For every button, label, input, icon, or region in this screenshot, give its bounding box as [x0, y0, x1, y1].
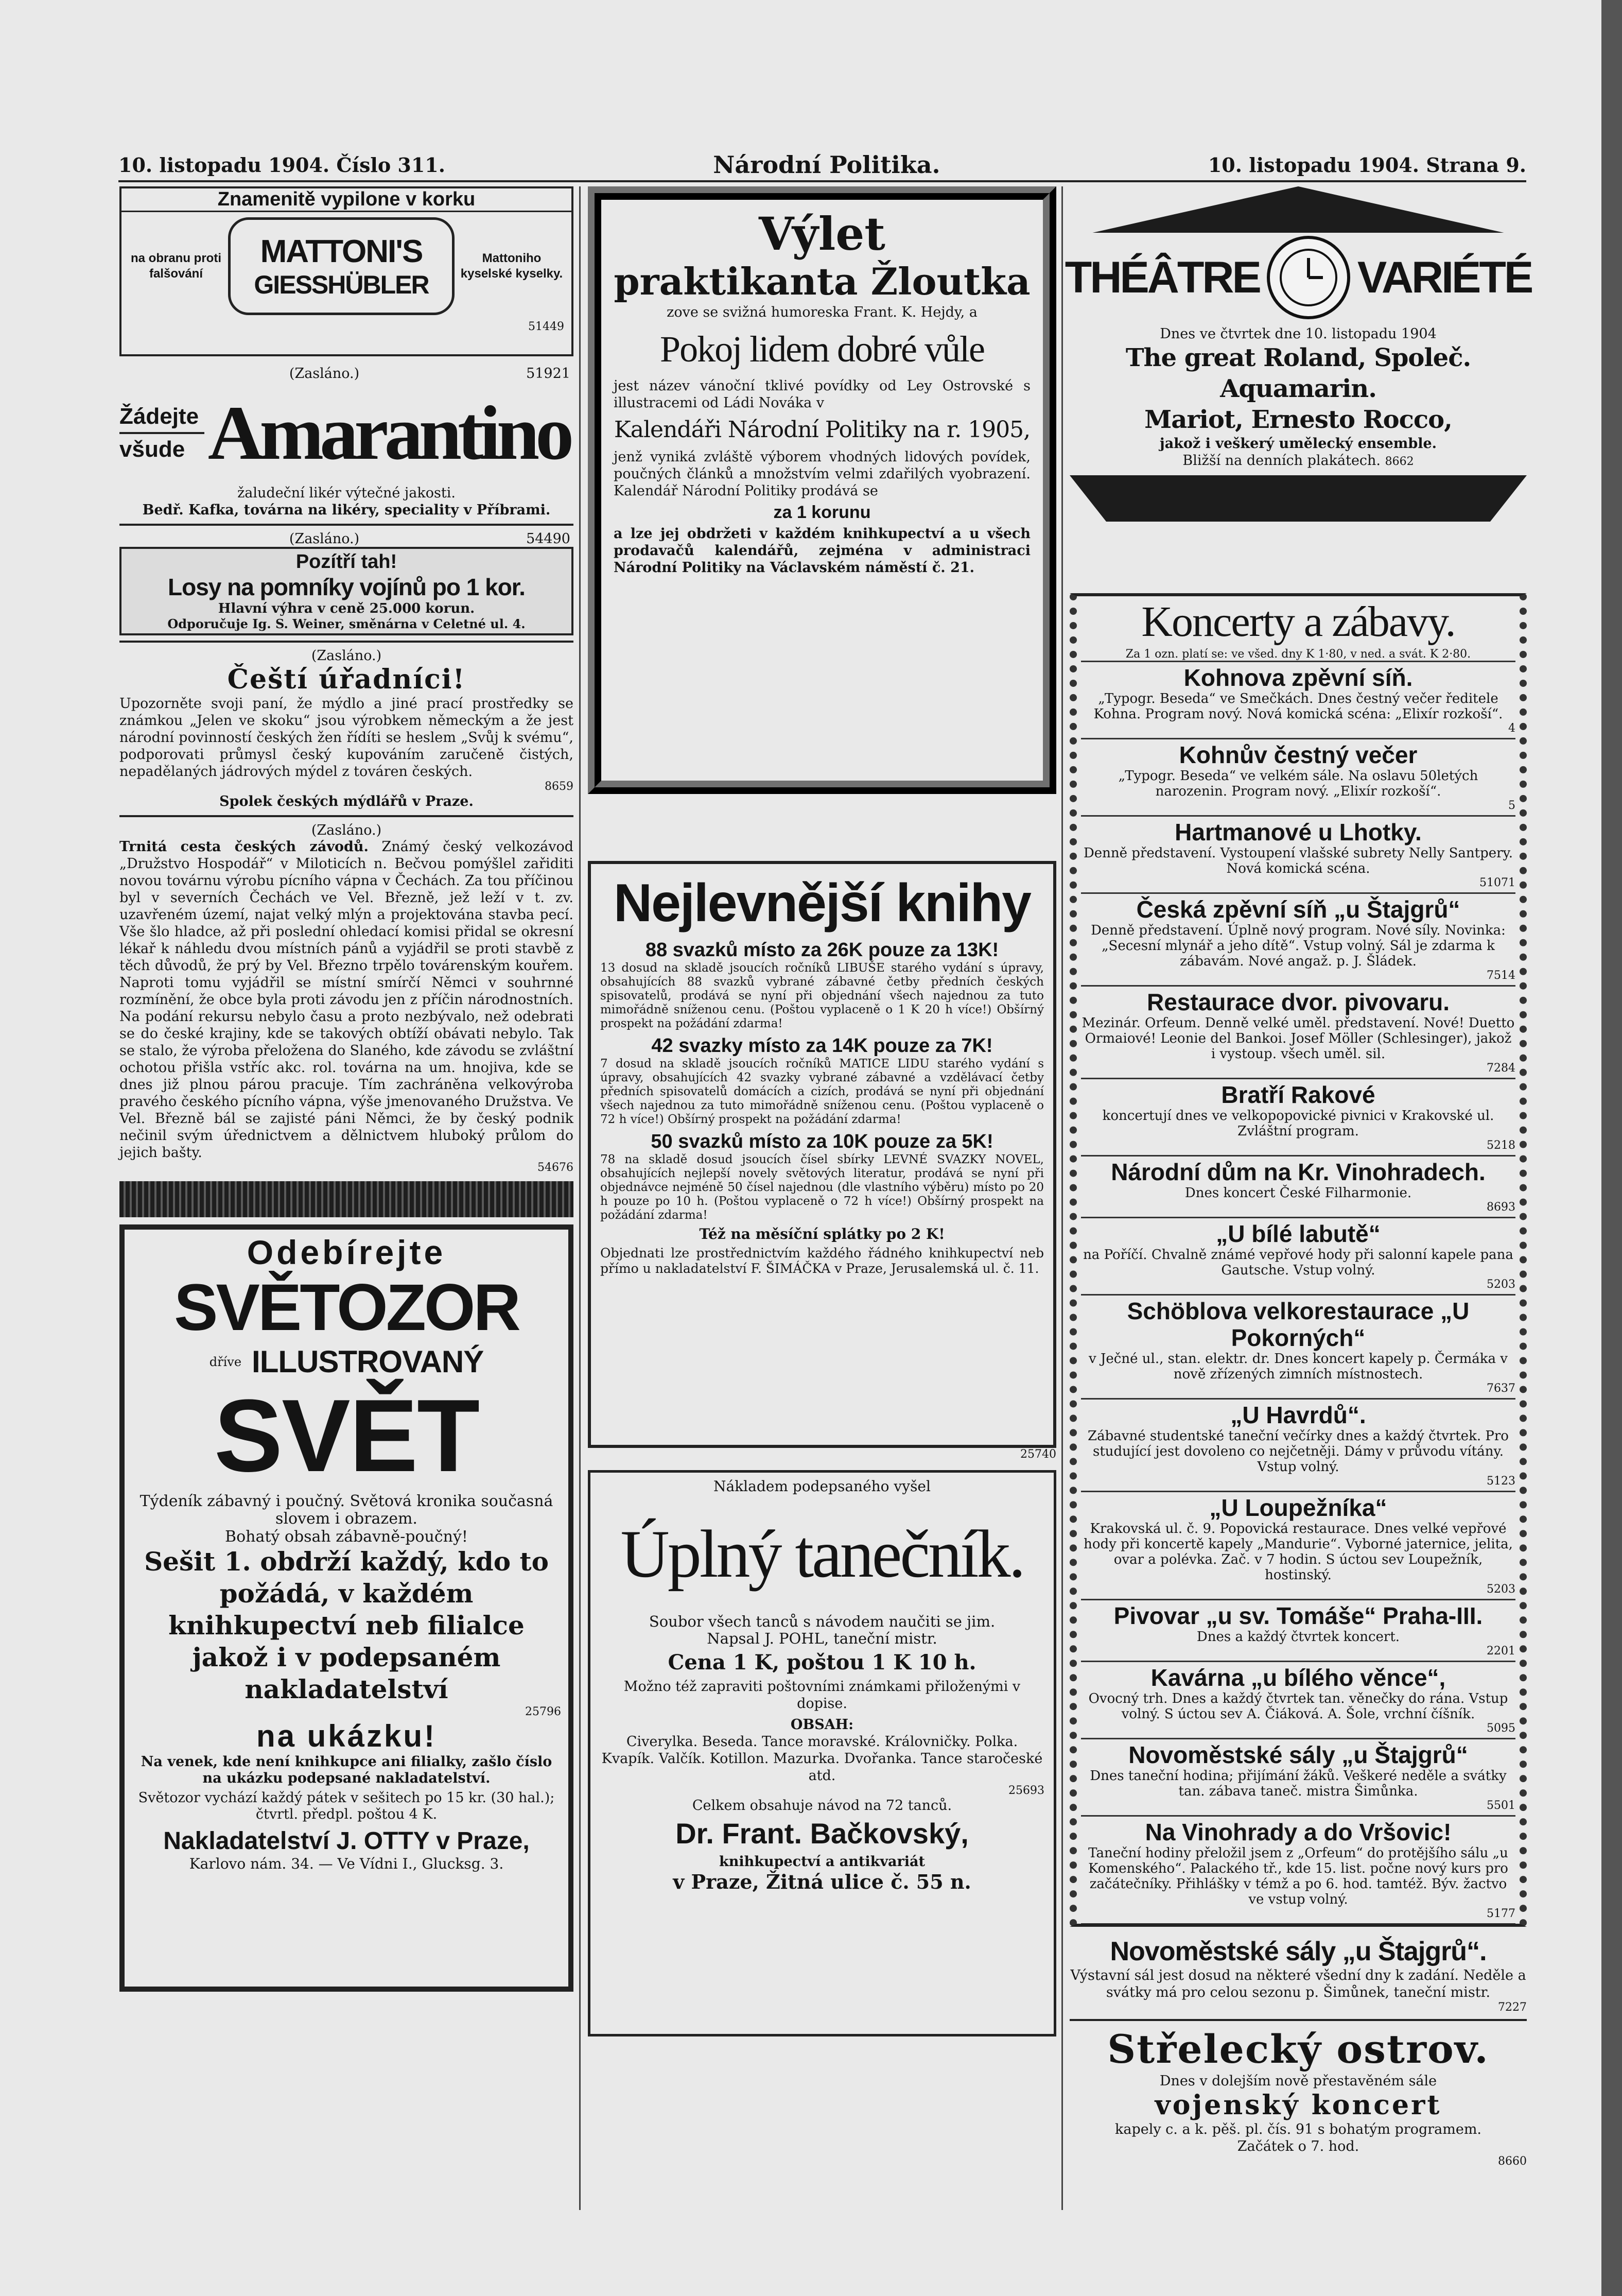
- koncert-entry-title: Novoměstské sály „u Štajgrů“: [1128, 1741, 1468, 1768]
- knihy-offer1: 88 svazků místo za 26K pouze za 13K!: [645, 939, 999, 961]
- koncert-entry-code: 5: [1508, 799, 1515, 812]
- tanecnik-obsah-label: OBSAH:: [790, 1717, 854, 1733]
- koncert-entry-code: 5095: [1487, 1722, 1515, 1735]
- koncert-entry-desc: Denně představení. Vystoupení vlašské subrety Nelly Santpery. Nová komická scéna.: [1083, 845, 1513, 876]
- knihy-offer3: 50 svazků místo za 10K pouze za 5K!: [651, 1131, 993, 1152]
- svetozor-na-ukazku: na ukázku!: [256, 1719, 437, 1753]
- svetozor-price: Světozor vychází každý pátek v sešitech po 15 kr. (30 hal.); čtvrtl. předpl. poštou 4 K.: [138, 1790, 555, 1822]
- tanecnik-code: 25693: [1008, 1784, 1044, 1797]
- amarantino-lead1: Žádejte: [119, 401, 204, 434]
- theatre-left: THÉÂTRE: [1065, 252, 1260, 302]
- svetozor-name: SVĚTOZOR: [174, 1271, 519, 1344]
- tanecnik-mozno: Možno též zapraviti poštovními známkami přiloženými v dopise.: [623, 1679, 1021, 1712]
- koncert-entry-desc: Denně představení. Úplně nový program. Nové síly. Novinka: „Secesní mlynář a jeho dítě“. Vstup volný. Sál je zdarma k zábavám. Nové angaž. p. J. Šládek.: [1091, 923, 1506, 969]
- koncert-entry-title: „U Havrdů“.: [1230, 1402, 1366, 1428]
- vylet-title1: Výlet: [759, 207, 885, 261]
- tanecnik-cena: Cena 1 K, poštou 1 K 10 h.: [668, 1650, 976, 1674]
- uradnici-code: 8659: [545, 780, 573, 793]
- knihy-text2: 7 dosud na skladě jsoucích ročníků MATICE LIDU starého vydání s úpravy, obsahujících 42 svazky vybrané zábavné a vzdělávací četby předních spisovatelů domácích a cizích, prodává se nyní při objednání všech najednou za tuto mimořádně sníženou cenu. (Poštou vyplaceně o 72 h více!) Obšírný prospekt na požádání zdarma!: [600, 1057, 1044, 1126]
- mattoni-code: 51449: [528, 320, 564, 333]
- trnita-body: Známý český velkozávod „Družstvo Hospodář“ v Miloticích n. Bečvou pomýšlel zařiditi novou továrnu výrobu pícního vápna v Čechách. Za tou příčinou byl v severních Čechách ve Vel. Březně, jež leží v t. zv. uzavřeném území, najat velký mlýn a projektována stavba pecí. Vše šlo hladce, až při poslední ohledací komisi přidal se okresní lékař k náhledu dvou místních pánů a vyjádřil se proti stavbě z těch důvodů, že prý by Vel. Březno trpělo továrenským kouřem. Naproti tomu vyjádřil se místní smírčí Němci v souhrnné rozmínění, že obce byla proti závodu jen z příčin národnostních. Na podání rekursu nebylo času a proto nezbývalo, než odebrati se do české krajiny, kde se takových obtíží obávati nebylo. Tak se stalo, že výroba přeložena do Slaného, kde závodu se zvláštní ochotou přišla vstříc akc. rol. továrna na um. hnojiva, kde se dnes již plnou párou pracuje. Tím zachráněna velkovýroba pravého českého pícního vápna, výše jmenovaného Družstva. Ve Vel. Březně bál se zajisté páni Němci, že by český podnik nečinil svým úřednictvem a dělnictvem hluboký průlom do jejich bašty.: [119, 839, 573, 1161]
- koncerty-ad: [1070, 593, 1527, 1927]
- koncert-entry-desc: Ovocný trh. Dnes a každý čtvrtek tan. věnečky do rána. Vstup volný. S úctou sev A. Čiáková. A. Šole, vrchní číšník.: [1088, 1691, 1508, 1722]
- koncert-entry: [1081, 987, 1515, 1079]
- uradnici-title: Čeští úřadníci!: [227, 664, 466, 695]
- svetozor-illustr-row: [132, 1344, 561, 1379]
- mattoni-right-text: Mattoniho kyselské kyselky.: [460, 251, 563, 281]
- amarantino-zaslano-row: [119, 366, 573, 382]
- uradnici-zaslano-row: [119, 648, 573, 664]
- koncert-entry: [1081, 1400, 1515, 1492]
- uradnici-sign: Spolek českých mýdlářů v Praze.: [219, 793, 474, 809]
- koncert-entry: [1081, 1662, 1515, 1739]
- vylet-kalendar: Kalendáři Národní Politiky na r. 1905,: [614, 417, 1031, 443]
- knihy-code: 25740: [1020, 1448, 1056, 1461]
- tanecnik-address: v Praze, Žitná ulice č. 55 n.: [673, 1870, 971, 1893]
- koncert-entry: [1081, 1817, 1515, 1925]
- svetozor-offer: Sešit 1. obdrží každý, kdo to požádá, v každém knihkupectví neb filialce jakož i v podepsaném nakladatelství: [144, 1546, 549, 1704]
- koncert-entry-title: Hartmanové u Lhotky.: [1175, 819, 1422, 845]
- amarantino-lead2: všude: [119, 437, 185, 462]
- koncert-entry-title: „U bílé labutě“: [1216, 1220, 1381, 1247]
- vylet-price: za 1 korunu: [773, 503, 871, 522]
- koncert-entry-desc: Taneční hodiny přeložil jsem z „Orfeum“ do protějšího sálu „u Komenského“. Palackého tř., kde 15. list. počne nový kurs pro začátečníky. Přihlášky v témž a po 6. hod. tamtéž. Býv. žactvo ve vstup volný.: [1088, 1845, 1508, 1907]
- header-title: Národní Politika.: [713, 151, 940, 179]
- uradnici-zaslano: (Zasláno.): [311, 648, 382, 664]
- knihy-ad: [588, 861, 1056, 1448]
- mattoni-logo: [228, 217, 455, 315]
- koncert-entry-title: Kavárna „u bílého věnce“,: [1150, 1664, 1446, 1691]
- vylet-sub: zove se svižná humoreska Frant. K. Hejdy, a: [667, 304, 978, 320]
- koncert-entry-code: 5123: [1487, 1475, 1515, 1488]
- knihy-offer2: 42 svazky místo za 14K pouze za 7K!: [651, 1035, 993, 1057]
- theatre-roof: [1070, 186, 1527, 233]
- theatre-acts1: The great Roland, Společ. Aquamarin.: [1125, 343, 1471, 403]
- koncert-entry: [1081, 894, 1515, 987]
- knihy-mesicni: Též na měsíční splátky po 2 K!: [699, 1225, 945, 1242]
- mattoni-headline: Znamenitě vypilone v korku: [121, 188, 571, 212]
- vylet-title2: praktikanta Žloutka: [614, 260, 1031, 303]
- koncerty-list: [1081, 662, 1515, 1927]
- column-divider-2: [1061, 186, 1063, 2210]
- svetozor-svet: SVĚT: [214, 1378, 479, 1493]
- losy-code: 54490: [526, 531, 570, 547]
- strelecky-line3: kapely c. a k. pěš. pl. čís. 91 s bohatým programem.: [1114, 2121, 1482, 2137]
- mattoni-left-text: na obranu proti falšování: [131, 251, 221, 281]
- svetozor-ad: [119, 1224, 573, 1992]
- koncert-entry-desc: v Ječné ul., stan. elektr. dr. Dnes koncert kapely p. Čermáka v nově zřízených zimních místnostech.: [1089, 1351, 1508, 1382]
- losy-zaslano-row: [119, 531, 573, 547]
- vylet-ad: [588, 186, 1056, 794]
- theatre-ensemble: jakož i veškerý umělecký ensemble.: [1159, 436, 1437, 452]
- koncert-entry-title: Bratří Rakové: [1221, 1081, 1375, 1108]
- tanecnik-ad: [588, 1470, 1056, 2036]
- koncert-entry-code: 5177: [1487, 1907, 1515, 1920]
- koncert-entry: [1081, 1600, 1515, 1662]
- stajgru2-title: Novoměstské sály „u Štajgrů“.: [1110, 1937, 1487, 1966]
- koncert-entry-code: 5218: [1487, 1139, 1515, 1152]
- vylet-desc2: jenž vyniká zvláště výborem vhodných lidových povídek, poučných článků a množstvím velmi zdařilých vyobrazení. Kalendář Národní Politiky prodává se: [614, 449, 1031, 499]
- strelecky-line4: Začátek o 7. hod.: [1237, 2138, 1359, 2154]
- koncerty-price: Za 1 ozn. platí se: ve všed. dny K 1·80, v ned. a svát. K 2·80.: [1081, 648, 1515, 662]
- koncert-entry-title: Na Vinohrady a do Vršovic!: [1145, 1819, 1452, 1845]
- header-left: 10. listopadu 1904. Číslo 311.: [118, 153, 445, 177]
- koncert-entry: [1081, 1492, 1515, 1600]
- koncert-entry-desc: Dnes koncert České Filharmonie.: [1184, 1185, 1412, 1201]
- tanecnik-napsal: Napsal J. POHL, taneční mistr.: [707, 1630, 937, 1647]
- trnita-zaslano: (Zasláno.): [311, 822, 382, 838]
- strelecky-line2: vojenský koncert: [1155, 2090, 1442, 2121]
- amarantino-ad: [119, 382, 573, 485]
- theatre-right: VARIÉTÉ: [1357, 252, 1532, 302]
- theatre-base: [1070, 475, 1527, 522]
- koncert-entry: [1081, 739, 1515, 817]
- svetozor-illustrovany: ILLUSTROVANÝ: [252, 1344, 484, 1379]
- amarantino-name: Amarantino: [207, 390, 570, 476]
- tanecnik-celkem: Celkem obsahuje návod na 72 tanců.: [692, 1798, 952, 1814]
- page-edge: [1601, 0, 1622, 2296]
- column-left: [119, 186, 573, 1992]
- koncert-entry-title: Česká zpěvní síň „u Štajgrů“: [1136, 896, 1460, 923]
- mattoni-body: [121, 212, 571, 320]
- losy-line4: Odporučuje Ig. S. Weiner, směnárna v Celetné ul. 4.: [167, 616, 526, 631]
- koncert-entry-code: 5501: [1487, 1799, 1515, 1812]
- tanecnik-soubor: Soubor všech tanců s návodem naučiti se jim.: [649, 1613, 996, 1630]
- strelecky-line1: Dnes v dolejším nově přestavěném sále: [1159, 2073, 1437, 2089]
- theatre-acts2: Mariot, Ernesto Rocco,: [1144, 405, 1452, 434]
- theatre-blizsi-row: [1070, 452, 1527, 470]
- tanecnik-title: Úplný tanečník.: [620, 1516, 1024, 1592]
- koncert-entry-title: Národní dům na Kr. Vinohradech.: [1111, 1159, 1486, 1185]
- koncerty-title: Koncerty a zábavy.: [1141, 598, 1455, 646]
- koncert-entry-title: Pivovar „u sv. Tomáše“ Praha-III.: [1113, 1602, 1483, 1629]
- koncert-entry-title: Restaurace dvor. pivovaru.: [1146, 989, 1450, 1015]
- koncert-entry-desc: Dnes a každý čtvrtek koncert.: [1196, 1629, 1400, 1645]
- theatre-code: 8662: [1385, 455, 1414, 468]
- koncert-entry-title: Schöblova velkorestaurace „U Pokorných“: [1127, 1298, 1470, 1351]
- losy-line2: Losy na pomníky vojínů po 1 kor.: [168, 574, 525, 600]
- svetozor-venkov: Na venek, kde není knihkupce ani filialky, zašlo číslo na ukázku podepsané nakladatelství.: [141, 1754, 552, 1786]
- vylet-pokoj: Pokoj lidem dobré vůle: [660, 329, 984, 370]
- svetozor-small: dříve: [209, 1354, 242, 1369]
- strelecky-code: 8660: [1498, 2155, 1527, 2168]
- koncert-entry-code: 7637: [1487, 1382, 1515, 1395]
- koncert-entry-desc: na Poříčí. Chvalně známé vepřové hody při salonní kapele pana Gautsche. Vstup volný.: [1083, 1247, 1513, 1278]
- losy-zaslano: (Zasláno.): [289, 531, 360, 547]
- tanecnik-nakladem: Nákladem podepsaného vyšel: [713, 1478, 931, 1495]
- koncert-entry-desc: Zábavné studentské taneční večírky dnes a každý čtvrtek. Pro studující jest dovoleno co nejčetněji. Dámy v průvodu vítány. Vstup volný.: [1088, 1428, 1509, 1475]
- column-right: [1065, 186, 1532, 2168]
- svetozor-publisher: Nakladatelství J. OTTY v Praze,: [163, 1827, 530, 1855]
- amarantino-maker: Bedř. Kafka, továrna na likéry, speciality v Příbrami.: [142, 502, 551, 518]
- trnita-code: 54676: [537, 1161, 573, 1174]
- koncert-entry-desc: „Typogr. Beseda“ ve velkém sále. Na oslavu 50letých narozenin. Program nový. „Elixír rozkoší“.: [1118, 768, 1478, 799]
- column-divider-1: [579, 186, 581, 2210]
- svetozor-desc2: Bohatý obsah zábavně-poučný!: [225, 1528, 468, 1546]
- mattoni-ad: [119, 186, 573, 356]
- losy-line1: Pozítří tah!: [295, 551, 397, 573]
- strelecky-title: Střelecký ostrov.: [1107, 2026, 1489, 2072]
- tanecnik-shop: knihkupectví a antikvariát: [719, 1854, 925, 1870]
- knihy-order: Objednati lze prostřednictvím každého řádného knihkupectví neb přímo u nakladatelství F. ŠIMÁČKA v Praze, Jerusalemská ul. č. 11.: [600, 1246, 1044, 1276]
- theatre-blizsi: Bližší na denních plakátech.: [1182, 453, 1381, 469]
- svetozor-desc1: Týdeník zábavný i poučný. Světová kronika současná slovem i obrazem.: [139, 1492, 553, 1528]
- koncert-entry-code: 7514: [1487, 969, 1515, 982]
- koncert-entry-code: 8693: [1487, 1201, 1515, 1214]
- vylet-desc1: jest název vánoční tklivé povídky od Ley Ostrovské s illustracemi od Ládi Nováka v: [614, 378, 1031, 411]
- koncert-entry-title: Kohnova zpěvní síň.: [1183, 664, 1413, 691]
- koncert-entry: [1081, 817, 1515, 894]
- separator-stripe: [119, 1181, 573, 1217]
- koncert-entry-code: 4: [1508, 722, 1515, 735]
- stajgru2-code: 7227: [1498, 2001, 1527, 2014]
- amarantino-code: 51921: [526, 366, 570, 382]
- koncert-entry-code: 51071: [1479, 876, 1515, 889]
- mattoni-logo-line2: GIESSHÜBLER: [254, 270, 429, 299]
- koncert-entry: [1081, 662, 1515, 739]
- tanecnik-name: Dr. Frant. Bačkovský,: [675, 1817, 969, 1850]
- koncert-entry-title: „U Loupežníka“: [1209, 1494, 1387, 1521]
- theatre-title-row: [1065, 236, 1532, 319]
- trnita-zaslano-row: [119, 822, 573, 838]
- trnita-title: Trnitá cesta českých závodů.: [119, 839, 369, 855]
- losy-ad: [119, 547, 573, 635]
- koncert-entry-desc: Krakovská ul. č. 9. Popovická restaurace. Dnes velké vepřové hody při koncertě kapely „Mandurie“. Vyborné jaternice, jelita, ovar a polévka. Zač. v 7 hodin. S úctou sev Loupežník, hostinský.: [1084, 1521, 1513, 1583]
- uradnici-body: Upozorněte svoji paní, že mýdlo a jiné prací prostředky se známkou „Jelen ve skoku“ jsou výrobkem německým a že jest národní povinností českých žen řídíti se heslem „Svůj k svému“, podporovati průmysl český kupováním zaručeně čistých, nepadělaných jádrových mýdel z továren českých.: [119, 696, 573, 780]
- amarantino-desc: žaludeční likér výtečné jakosti.: [237, 485, 456, 501]
- koncert-entry-desc: Mezinár. Orfeum. Denně velké uměl. představení. Nové! Duetto Ormaiové! Leonie del Bankoi. Josef Möller (Schlesinger), jakož i vystoup. všech uměl. sil.: [1082, 1015, 1515, 1062]
- stajgru2-body: Výstavní sál jest dosud na některé všední dny k zadání. Neděle a svátky má pro celou sezonu p. Šimůnek, taneční mistr.: [1070, 1967, 1526, 2000]
- svetozor-code: 25796: [525, 1705, 561, 1718]
- theatre-ad: [1065, 186, 1532, 593]
- tanecnik-obsah: Civerylka. Beseda. Tance moravské. Královničky. Polka. Kvapík. Valčík. Kotillon. Mazurka. Dvořanka. Tance staročeské atd.: [601, 1734, 1043, 1784]
- mattoni-logo-line1: MATTONI'S: [260, 233, 423, 269]
- koncert-entry: [1081, 1739, 1515, 1817]
- header-right: 10. listopadu 1904. Strana 9.: [1208, 153, 1526, 177]
- koncert-entry-desc: koncertují dnes ve velkopopovické pivnici v Krakovské ul. Zvláštní program.: [1102, 1108, 1494, 1139]
- koncert-entry: [1081, 1218, 1515, 1296]
- koncert-entry-desc: Dnes taneční hodina; přijímání žáků. Veškeré neděle a svátky tan. zábava taneč. mistra Šimůnka.: [1090, 1768, 1507, 1799]
- column-middle: [588, 186, 1056, 2036]
- svetozor-headline: Odebírejte: [247, 1233, 446, 1271]
- knihy-text3: 78 na skladě dosud jsoucích čísel sbírky LEVNÉ SVAZKY NOVEL, obsahujících nejlepší novely světových literatur, prodává se nyní při objednávce nejméně 50 čísel najednou (dle vlastního výběru) místo po 20 h pouze po 10 h. (Poštou vyplaceně o 72 h více!) Obšírný prospekt na požádání zdarma!: [600, 1153, 1044, 1222]
- svetozor-address: Karlovo nám. 34. — Ve Vídni I., Glucksg. 3.: [189, 1855, 504, 1872]
- koncert-entry-code: 5203: [1487, 1583, 1515, 1596]
- koncert-entry: [1081, 1296, 1515, 1400]
- amarantino-zaslano: (Zasláno.): [289, 366, 360, 382]
- vylet-desc3: a lze jej obdržeti v každém knihkupectví a u všech prodavačů kalendářů, zejména v administraci Národní Politiky na Václavském náměstí č. 21.: [614, 526, 1031, 576]
- koncert-entry-code: 7284: [1487, 1062, 1515, 1075]
- theatre-date: Dnes ve čtvrtek dne 10. listopadu 1904: [1160, 326, 1437, 342]
- losy-line3: Hlavní výhra v ceně 25.000 korun.: [218, 601, 475, 616]
- koncert-entry: [1081, 1156, 1515, 1218]
- koncert-entry: [1081, 1079, 1515, 1156]
- amarantino-lead: [119, 401, 204, 465]
- koncert-entry-code: 5203: [1487, 1278, 1515, 1291]
- koncert-entry-desc: „Typogr. Beseda“ ve Smečkách. Dnes čestný večer ředitele Kohna. Program nový. Nová komická scéna: „Elixír rozkoší“.: [1093, 691, 1503, 722]
- koncert-entry-title: Kohnův čestný večer: [1179, 741, 1418, 768]
- knihy-text1: 13 dosud na skladě jsoucích ročníků LIBUŠE starého vydání s úpravy, obsahujících 88 svazků vybrané zábavné četby předních českých spisovatelů, prodává se nyní při objednání všech najednou za tuto mimořádně sníženou cenu. (Poštou vyplaceně o 1 K 20 h více!) Obšírný prospekt na požádání zdarma!: [600, 961, 1044, 1030]
- koncert-entry-code: 2201: [1487, 1645, 1515, 1658]
- knihy-title: Nejlevnější knihy: [614, 873, 1031, 933]
- clock-icon: [1267, 236, 1350, 319]
- page-header: [118, 149, 1526, 182]
